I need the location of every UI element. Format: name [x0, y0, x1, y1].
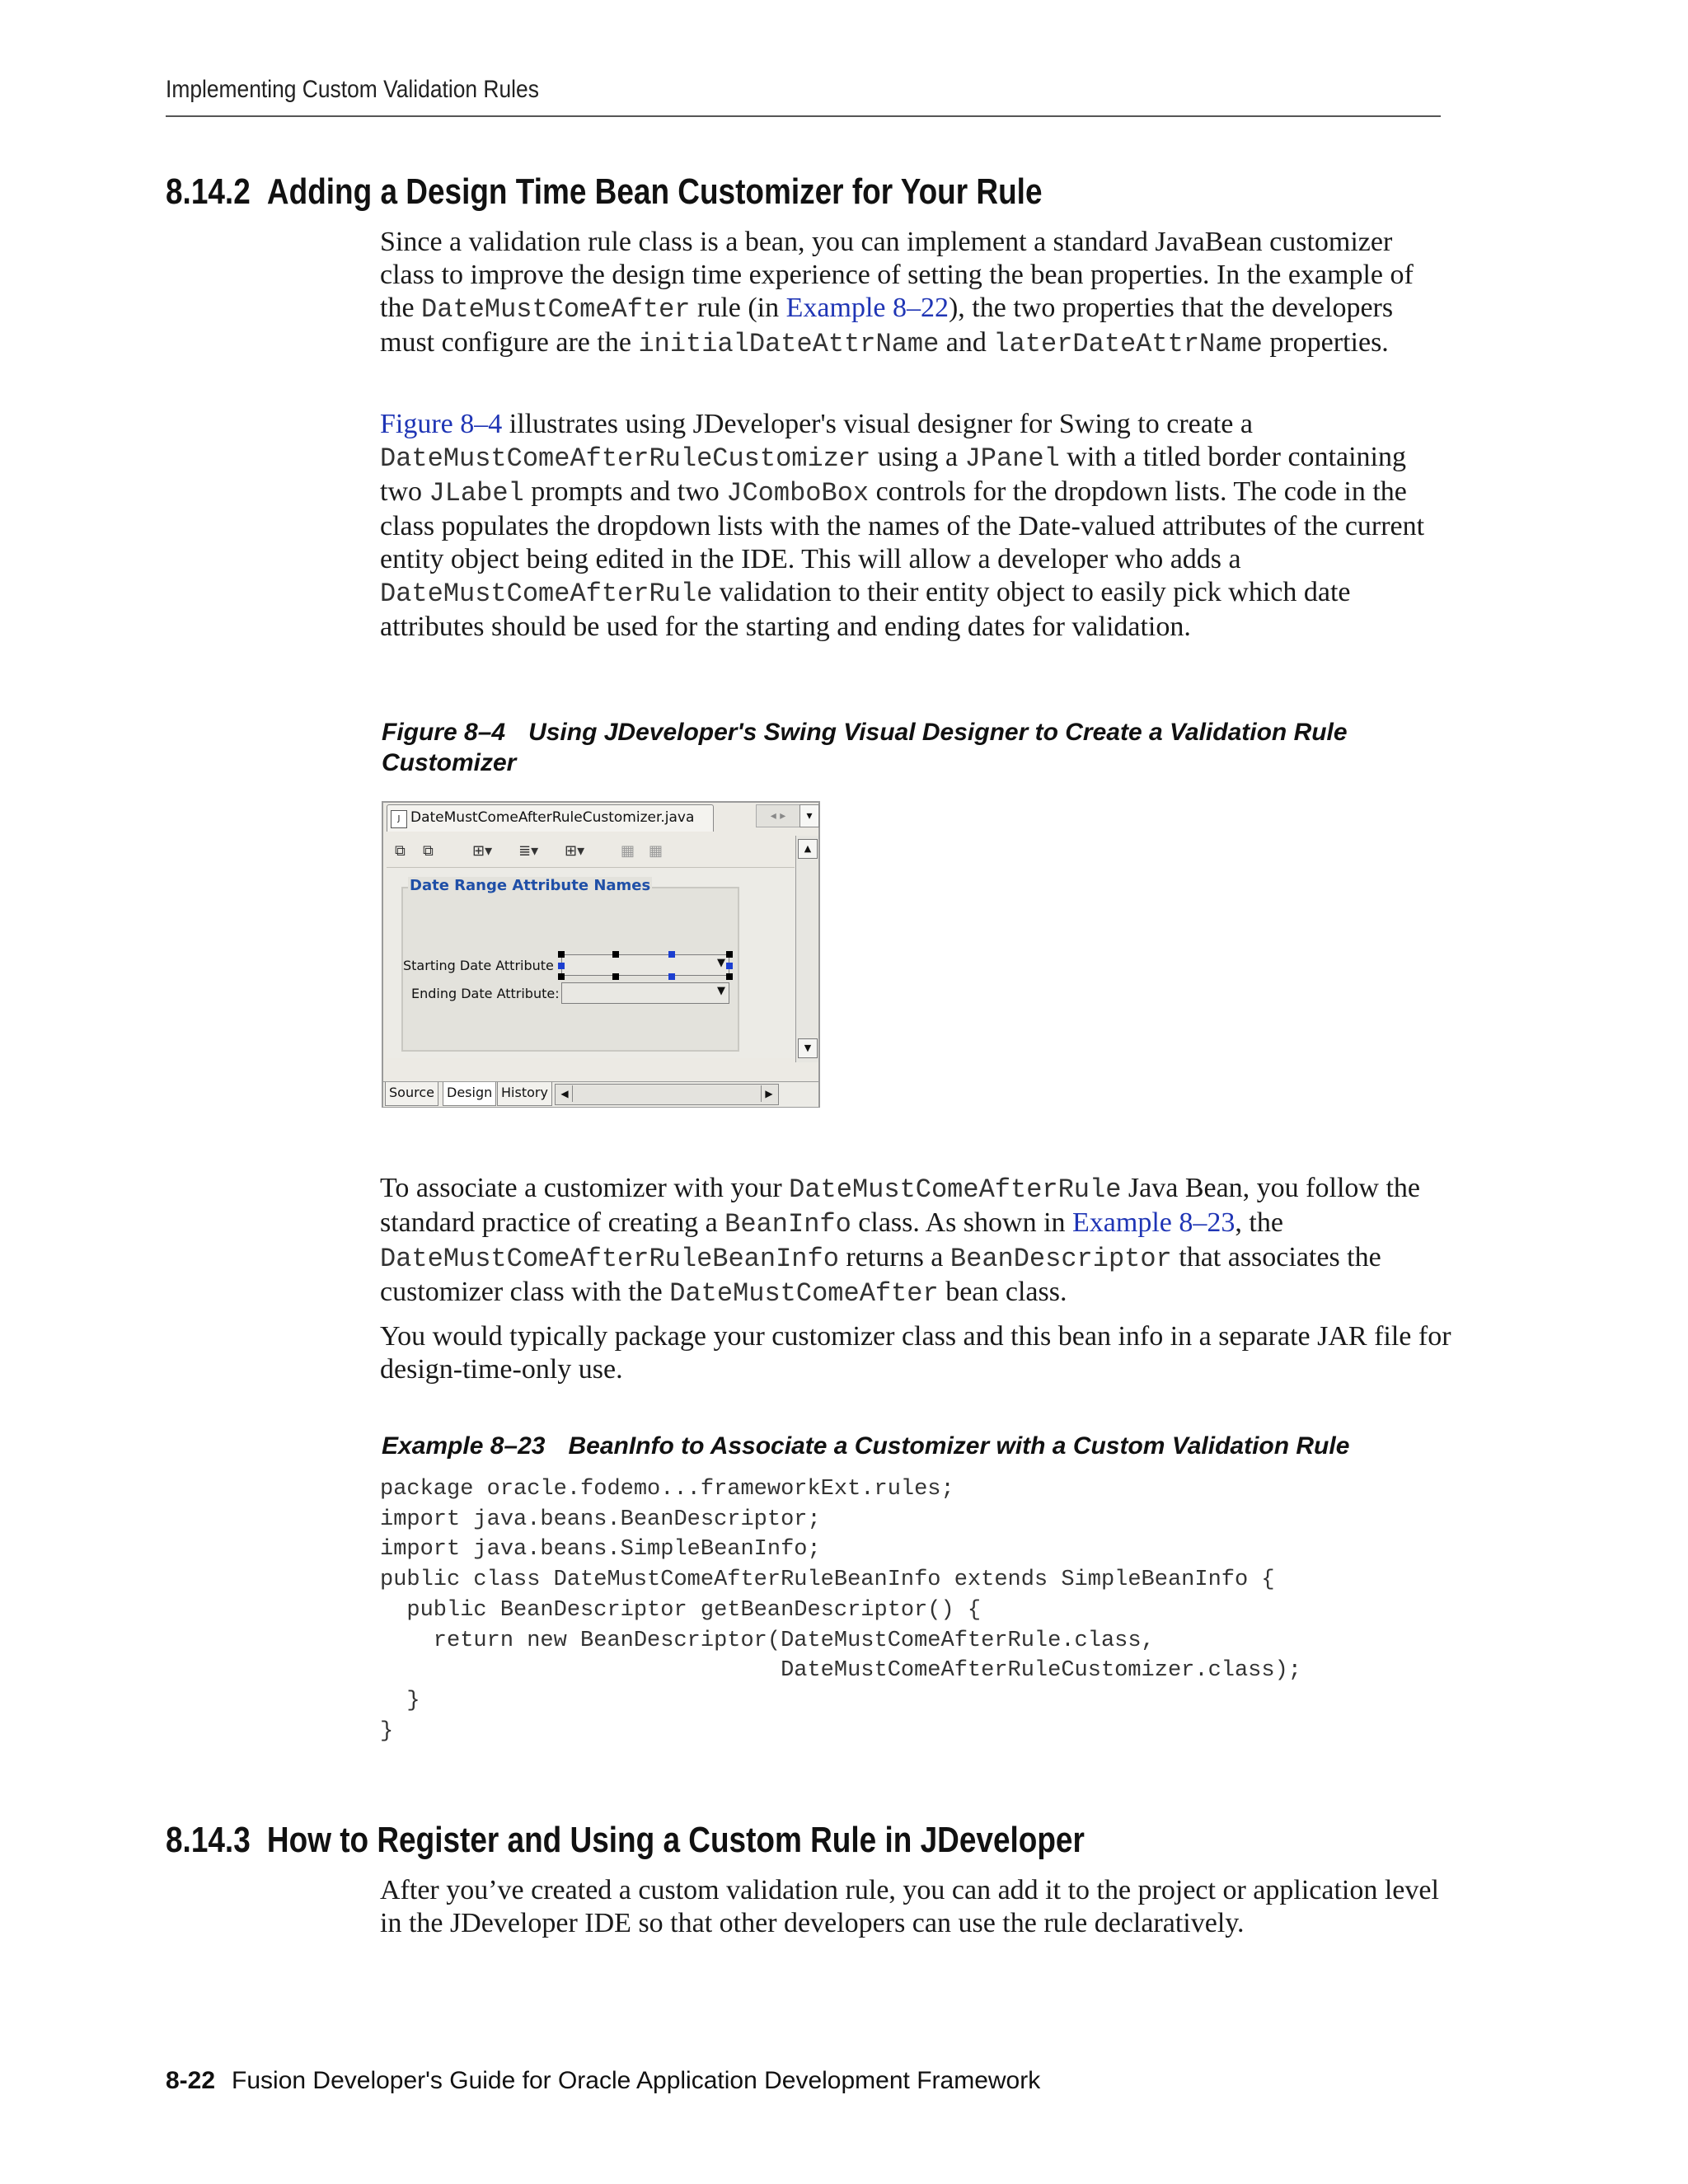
code-listing: package oracle.fodemo...frameworkExt.rules; import java.beans.BeanDescriptor; import java.beans.SimpleBeanInfo; public class DateMustComeAfterRuleBeanInfo extends SimpleBeanInfo { public BeanDescriptor getBeanDescriptor() { return new BeanDescriptor(DateMustComeAfterRule.class, DateMustComeAfterRuleCustomizer.class); } } [380, 1477, 1301, 1744]
file-tab-label: DateMustComeAfterRuleCustomizer.java [410, 809, 695, 826]
example-8-23-link[interactable]: Example 8–23 [1072, 1207, 1236, 1238]
scroll-up-icon[interactable]: ▲ [798, 839, 818, 859]
text-run: ), the two properties that the developers must configure are the [380, 293, 1394, 358]
figure-caption [382, 717, 1453, 778]
ending-date-label: Ending Date Attribute: [411, 986, 560, 1001]
selection-handle[interactable] [726, 963, 733, 969]
scroll-left-icon[interactable]: ◀ [557, 1085, 573, 1102]
figure-title: Using JDeveloper's Swing Visual Designer to Create a Validation Rule Customizer [382, 719, 1348, 776]
disabled-tool-icon: ▦ [649, 842, 663, 860]
code-term: JLabel [429, 478, 524, 509]
selection-handle[interactable] [612, 973, 619, 980]
selection-handle[interactable] [558, 973, 565, 980]
text-run: returns a [838, 1242, 950, 1272]
code-term: JComboBox [726, 478, 870, 509]
figure-8-4-link[interactable]: Figure 8–4 [380, 409, 503, 439]
figure-label: Figure 8–4 [382, 719, 506, 746]
section-title: Adding a Design Time Bean Customizer for Your Rule [266, 171, 1043, 212]
text-run: rule (in [690, 293, 786, 323]
example-title: BeanInfo to Associate a Customizer with a Custom Validation Rule [568, 1432, 1350, 1460]
paragraph-visual-designer [380, 408, 1451, 644]
text-run: using a [870, 442, 965, 472]
example-8-22-link[interactable]: Example 8–22 [785, 293, 949, 323]
code-term: initialDateAttrName [638, 329, 940, 359]
text-run: and [939, 327, 994, 358]
code-term: laterDateAttrName [993, 329, 1263, 359]
code-term: DateMustComeAfterRule [380, 579, 713, 609]
disabled-tool-icon: ▦ [621, 842, 635, 860]
page-number: 8-22 [166, 2067, 216, 2094]
bring-front-icon[interactable]: ⧉ [395, 842, 406, 860]
code-term: BeanDescriptor [950, 1244, 1172, 1274]
code-term: DateMustComeAfter [669, 1278, 939, 1309]
tab-nav-arrows-icon[interactable]: ◂ ▸ [756, 804, 800, 827]
example-label: Example 8–23 [382, 1432, 546, 1460]
page-footer [166, 2067, 1040, 2095]
section-number: 8.14.3 [166, 1820, 251, 1860]
selection-handle[interactable] [612, 951, 619, 958]
section-heading-8-14-3 [166, 1820, 1085, 1861]
dropdown-arrow-icon: ▼ [717, 957, 725, 969]
text-run: that associates the customizer class with the [380, 1242, 1381, 1307]
selection-handle[interactable] [726, 973, 733, 980]
code-term: JPanel [964, 443, 1060, 474]
selection-handle[interactable] [558, 963, 565, 969]
code-term: DateMustComeAfterRuleCustomizer [380, 443, 871, 474]
text-run: Java Bean, you follow the standard practice of creating a [380, 1173, 1420, 1238]
text-run: controls for the dropdown lists. The code in the class populates the dropdown lists with the names of the Date-valued attributes of the current entity object being edited in the IDE. This will allow a developer who adds a [380, 476, 1425, 574]
vertical-scrollbar[interactable] [795, 836, 818, 1062]
starting-date-combo[interactable] [561, 954, 729, 976]
text-run: bean class. [938, 1277, 1067, 1307]
panel-title: Date Range Attribute Names [410, 877, 651, 894]
paragraph-packaging [380, 1320, 1451, 1386]
selection-handle[interactable] [668, 951, 675, 958]
tab-history[interactable]: History [497, 1082, 552, 1106]
paragraph-bean-intro [380, 226, 1451, 361]
paragraph-register-rule [380, 1874, 1451, 1940]
text-run: Since a validation rule class is a bean, you can implement a standard JavaBean customizer class to improve the design time experience of setting the bean properties. In the example of the [380, 227, 1414, 323]
scroll-down-icon[interactable]: ▼ [798, 1038, 818, 1058]
section-title: How to Register and Using a Custom Rule in JDeveloper [266, 1820, 1085, 1860]
dropdown-arrow-icon: ▼ [717, 985, 725, 997]
text-run: validation to their entity object to easily pick which date attributes should be used for the starting and ending dates for validation. [380, 577, 1351, 642]
horizontal-scrollbar[interactable] [555, 1084, 779, 1105]
code-term: BeanInfo [724, 1209, 851, 1240]
code-term: DateMustComeAfterRule [789, 1174, 1122, 1205]
align-menu-icon[interactable]: ⊞▾ [472, 842, 493, 860]
example-caption [382, 1431, 1453, 1461]
selection-handle[interactable] [668, 973, 675, 980]
text-run: class. As shown in [851, 1207, 1073, 1238]
packaging-text: You would typically package your customizer class and this bean info in a separate JAR file for design-time-only use. [380, 1321, 1451, 1385]
section-number: 8.14.2 [166, 171, 251, 212]
book-title: Fusion Developer's Guide for Oracle Application Development Framework [232, 2067, 1041, 2094]
code-term: DateMustComeAfter [421, 294, 691, 325]
grid-menu-icon[interactable]: ⊞▾ [565, 842, 585, 860]
starting-date-label: Starting Date Attribute [403, 958, 554, 973]
tab-list-dropdown-icon[interactable]: ▾ [799, 804, 819, 827]
register-rule-text: After you’ve created a custom validation rule, you can add it to the project or application level in the JDeveloper IDE so that other developers can use the rule declaratively. [380, 1875, 1439, 1938]
scroll-right-icon[interactable]: ▶ [761, 1085, 776, 1102]
figure-screenshot [382, 801, 820, 1108]
tab-source[interactable]: Source [385, 1082, 438, 1106]
text-run: with a titled border containing two [380, 442, 1406, 507]
editor-bottom-tabs [383, 1081, 818, 1107]
tab-design[interactable]: Design [443, 1082, 496, 1106]
section-heading-8-14-2 [166, 171, 1043, 213]
distribute-menu-icon[interactable]: ≣▾ [518, 842, 539, 860]
selection-handle[interactable] [726, 951, 733, 958]
header-rule [166, 115, 1441, 117]
code-term: DateMustComeAfterRuleBeanInfo [380, 1244, 839, 1274]
send-back-icon[interactable]: ⧉ [423, 842, 434, 860]
text-run: illustrates using JDeveloper's visual designer for Swing to create a [502, 409, 1253, 439]
editor-file-tab[interactable] [387, 804, 714, 832]
ending-date-combo[interactable] [561, 982, 729, 1004]
designer-toolbar [387, 836, 795, 868]
text-run: properties. [1262, 327, 1389, 358]
running-header: Implementing Custom Validation Rules [166, 76, 539, 103]
paragraph-beaninfo [380, 1172, 1451, 1310]
text-run: prompts and two [523, 476, 727, 507]
text-run: , the [1235, 1207, 1283, 1238]
selection-handle[interactable] [558, 951, 565, 958]
text-run: To associate a customizer with your [380, 1173, 790, 1203]
java-file-icon: J [391, 810, 407, 828]
